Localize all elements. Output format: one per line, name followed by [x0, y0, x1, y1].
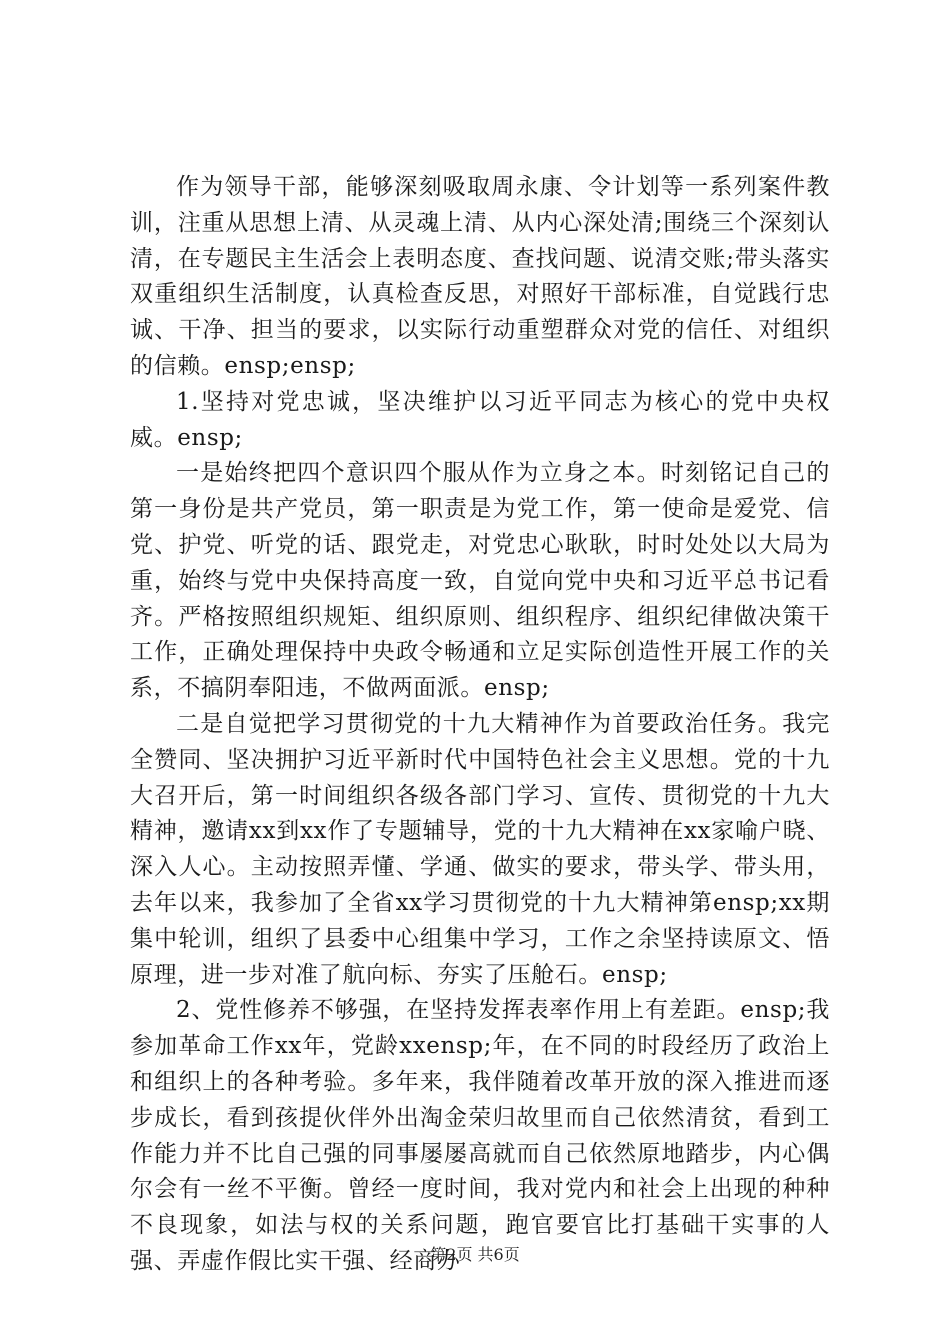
paragraph-heading-1: 1.坚持对党忠诚，坚决维护以习近平同志为核心的党中央权威。ensp;: [130, 388, 830, 451]
document-body: [130, 170, 830, 1280]
paragraph-point-two: 二是自觉把学习贯彻党的十九大精神作为首要政治任务。我完全赞同、坚决拥护习近平新时代中国特色社会主义思想。党的十九大召开后，第一时间组织各级各部门学习、宣传、贯彻党的十九大精神，邀请xx到xx作了专题辅导，党的十九大精神在xx家喻户晓、深入人心。主动按照弄懂、学通、做实的要求，带头学、带头用，去年以来，我参加了全省xx学习贯彻党的十九大精神第ensp;xx期集中轮训，组织了县委中心组集中学习，工作之余坚持读原文、悟原理，进一步对准了航向标、夯实了压舱石。ensp;: [130, 710, 830, 988]
paragraph-point-one: 一是始终把四个意识四个服从作为立身之本。时刻铭记自己的第一身份是共产党员，第一职责是为党工作，第一使命是爱党、信党、护党、听党的话、跟党走，对党忠心耿耿，时时处处以大局为重，始终与党中央保持高度一致，自觉向党中央和习近平总书记看齐。严格按照组织规矩、组织原则、组织程序、组织纪律做决策干工作，正确处理保持中央政令畅通和立足实际创造性开展工作的关系，不搞阴奉阳违，不做两面派。ensp;: [130, 460, 830, 702]
paragraph-heading-2: 2、党性修养不够强，在坚持发挥表率作用上有差距。ensp;我参加革命工作xx年，党龄xxensp;年，在不同的时段经历了政治上和组织上的各种考验。多年来，我伴随着改革开放的深入推进而逐步成长，看到孩提伙伴外出淘金荣归故里而自己依然清贫，看到工作能力并不比自己强的同事屡屡高就而自己依然原地踏步，内心偶尔会有一丝不平衡。曾经一度时间，我对党内和社会上出现的种种不良现象，如法与权的关系问题，跑官要官比打基础干实事的人强、弄虚作假比实干强、经商办: [130, 997, 830, 1274]
paragraph-intro: 作为领导干部，能够深刻吸取周永康、令计划等一系列案件教训，注重从思想上清、从灵魂上清、从内心深处清;围绕三个深刻认清，在专题民主生活会上表明态度、查找问题、说清交账;带头落实双重组织生活制度，认真检查反思，对照好干部标准，自觉践行忠诚、干净、担当的要求，以实际行动重塑群众对党的信任、对组织的信赖。ensp;ensp;: [130, 174, 830, 379]
page-number-footer: 第2页 共6页: [430, 1245, 520, 1264]
